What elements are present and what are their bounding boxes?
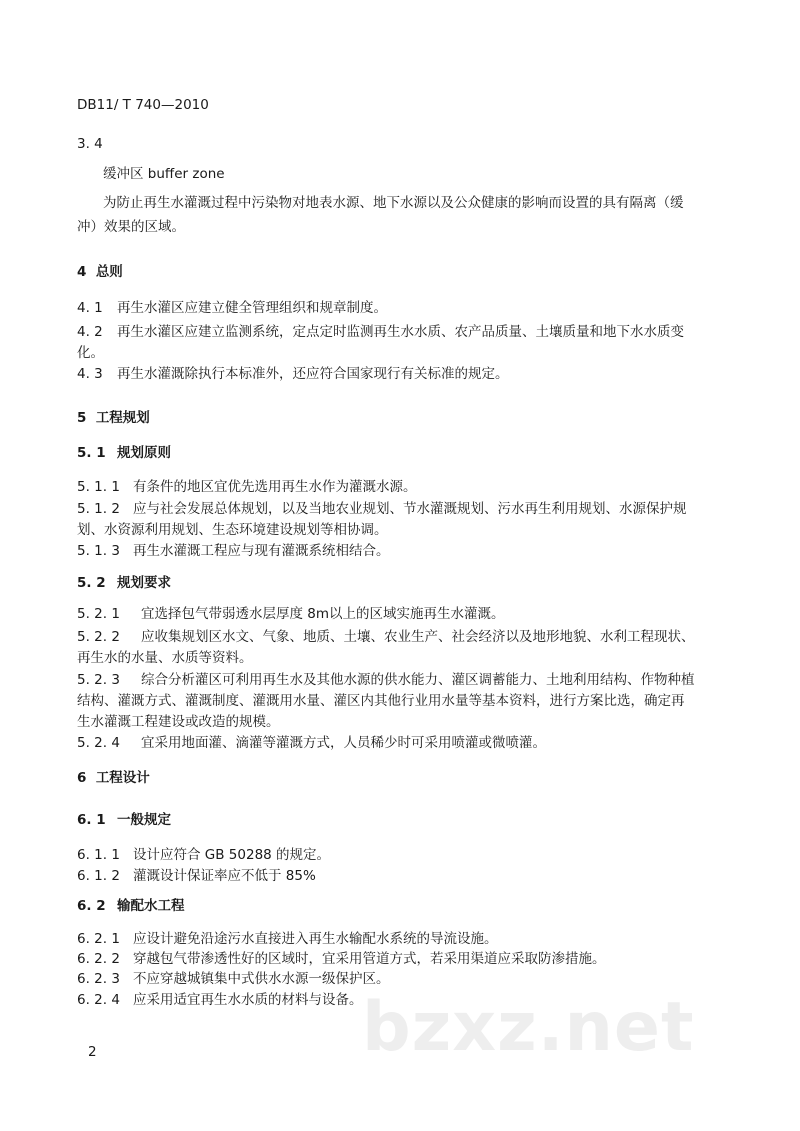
clause bbox=[77, 477, 417, 497]
section-title: 工程设计 bbox=[95, 770, 150, 786]
clause-text: 宜选择包气带弱透水层厚度 8m以上的区域实施再生水灌溉。 bbox=[141, 606, 505, 622]
clause-text: 应与社会发展总体规划，以及当地农业规划、节水灌溉规划、污水再生利用规划、水源保护规 bbox=[133, 501, 687, 517]
clause bbox=[77, 670, 695, 690]
clause-number: 5. 2. 4 bbox=[77, 735, 120, 751]
clause bbox=[77, 364, 509, 384]
clause-text: 不应穿越城镇集中式供水水源一级保护区。 bbox=[133, 971, 390, 987]
term-definition: 为防止再生水灌溉过程中污染物对地表水源、地下水源以及公众健康的影响而设置的具有隔离（缓 bbox=[103, 195, 684, 211]
clause bbox=[77, 298, 387, 318]
clause bbox=[77, 322, 684, 342]
section-heading bbox=[77, 408, 150, 428]
term-definition-cont: 冲）效果的区域。 bbox=[77, 219, 185, 235]
clause-text: 再生水灌区应建立健全管理组织和规章制度。 bbox=[117, 300, 387, 316]
subsection-title: 规划原则 bbox=[117, 445, 171, 461]
clause-text: 再生水灌溉工程应与现有灌溉系统相结合。 bbox=[133, 543, 390, 559]
clause bbox=[77, 499, 687, 519]
clause-text: 综合分析灌区可利用再生水及其他水源的供水能力、灌区调蓄能力、土地利用结构、作物种植 bbox=[141, 672, 695, 688]
clause-cont: 再生水的水量、水质等资料。 bbox=[77, 650, 253, 666]
subsection-title: 一般规定 bbox=[117, 812, 171, 828]
clause-text: 有条件的地区宜优先选用再生水作为灌溉水源。 bbox=[133, 479, 417, 495]
clause bbox=[77, 949, 606, 969]
clause-number: 6. 1. 2 bbox=[77, 868, 120, 884]
clause-cont: 生水灌溉工程建设或改造的规模。 bbox=[77, 714, 280, 730]
subsection-title: 输配水工程 bbox=[117, 898, 185, 914]
subsection-heading bbox=[77, 443, 171, 463]
subsection-heading bbox=[77, 896, 185, 916]
page-number: 2 bbox=[88, 1044, 97, 1060]
clause bbox=[77, 845, 330, 865]
clause-number: 4. 1 bbox=[77, 300, 103, 316]
clause-text: 应采用适宜再生水水质的材料与设备。 bbox=[133, 992, 363, 1008]
clause bbox=[77, 866, 316, 886]
clause-cont: 划、水资源利用规划、生态环境建设规划等相协调。 bbox=[77, 522, 388, 538]
clause-text: 再生水灌区应建立监测系统，定点定时监测再生水水质、农产品质量、土壤质量和地下水水质变 bbox=[117, 324, 684, 340]
clause-number: 5. 1. 2 bbox=[77, 501, 120, 517]
clause-number: 4. 2 bbox=[77, 324, 103, 340]
subsection-number: 6. 2 bbox=[77, 898, 106, 914]
clause-text: 穿越包气带渗透性好的区域时，宜采用管道方式，若采用渠道应采取防渗措施。 bbox=[133, 951, 606, 967]
clause-number: 3. 4 bbox=[77, 136, 103, 152]
clause-number: 5. 1. 3 bbox=[77, 543, 120, 559]
clause-number: 6. 2. 2 bbox=[77, 951, 120, 967]
clause bbox=[77, 969, 390, 989]
section-title: 总则 bbox=[95, 264, 123, 280]
clause-number: 5. 2. 3 bbox=[77, 672, 120, 688]
subsection-heading bbox=[77, 573, 171, 593]
subsection-heading bbox=[77, 810, 171, 830]
clause-text: 应设计避免沿途污水直接进入再生水输配水系统的导流设施。 bbox=[133, 931, 498, 947]
clause-number: 6. 1. 1 bbox=[77, 847, 120, 863]
clause-text: 再生水灌溉除执行本标准外，还应符合国家现行有关标准的规定。 bbox=[117, 366, 509, 382]
clause bbox=[77, 541, 390, 561]
document-code: DB11/ T 740—2010 bbox=[77, 97, 209, 113]
subsection-number: 5. 2 bbox=[77, 575, 106, 591]
clause-number: 4. 3 bbox=[77, 366, 103, 382]
clause-text: 设计应符合 GB 50288 的规定。 bbox=[133, 847, 331, 863]
clause-text: 灌溉设计保证率应不低于 85% bbox=[133, 868, 316, 884]
clause-number: 6. 2. 1 bbox=[77, 931, 120, 947]
clause-text: 宜采用地面灌、滴灌等灌溉方式，人员稀少时可采用喷灌或微喷灌。 bbox=[141, 735, 546, 751]
subsection-number: 5. 1 bbox=[77, 445, 106, 461]
subsection-title: 规划要求 bbox=[117, 575, 171, 591]
clause bbox=[77, 604, 505, 624]
clause-number: 6. 2. 4 bbox=[77, 992, 120, 1008]
clause-number: 5. 1. 1 bbox=[77, 479, 120, 495]
term-title: 缓冲区 buffer zone bbox=[103, 166, 225, 182]
section-number: 6 bbox=[77, 770, 87, 786]
clause-number: 6. 2. 3 bbox=[77, 971, 120, 987]
clause-cont: 化。 bbox=[77, 345, 104, 361]
clause-text: 应收集规划区水文、气象、地质、土壤、农业生产、社会经济以及地形地貌、水利工程现状、 bbox=[141, 629, 695, 645]
clause bbox=[77, 627, 695, 647]
clause bbox=[77, 929, 498, 949]
section-title: 工程规划 bbox=[95, 410, 150, 426]
section-number: 5 bbox=[77, 410, 87, 426]
section-heading bbox=[77, 262, 123, 282]
clause bbox=[77, 733, 546, 753]
clause-cont: 结构、灌溉方式、灌溉制度、灌溉用水量、灌区内其他行业用水量等基本资料，进行方案比选，确定再 bbox=[77, 693, 685, 709]
section-heading bbox=[77, 768, 150, 788]
watermark: bzxz.net bbox=[362, 988, 695, 1067]
clause-number: 5. 2. 1 bbox=[77, 606, 120, 622]
section-number: 4 bbox=[77, 264, 87, 280]
subsection-number: 6. 1 bbox=[77, 812, 106, 828]
clause bbox=[77, 990, 363, 1010]
clause-number: 5. 2. 2 bbox=[77, 629, 120, 645]
